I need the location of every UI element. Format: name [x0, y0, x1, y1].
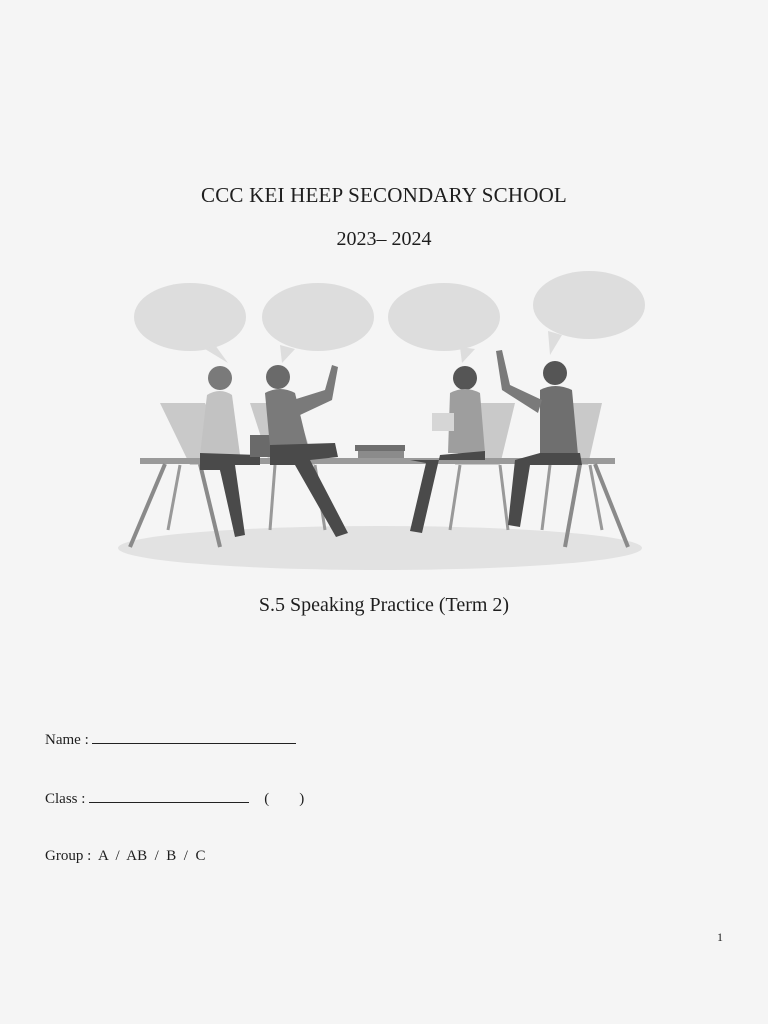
group-field[interactable]: [45, 848, 205, 865]
group-label: Group :: [45, 848, 92, 864]
class-blank-line[interactable]: [89, 790, 249, 803]
person-hand-raised-left: [265, 365, 348, 537]
academic-year: 2023– 2024: [336, 228, 432, 250]
worksheet-subtitle: S.5 Speaking Practice (Term 2): [258, 594, 510, 616]
class-field[interactable]: [45, 790, 304, 808]
group-discussion-illustration: [110, 265, 660, 575]
class-label: Class :: [45, 791, 86, 807]
floor-shadow: [118, 526, 642, 570]
group-options[interactable]: A / AB / B / C: [97, 848, 206, 864]
person-hand-raised-right: [496, 350, 582, 527]
class-number-close-bracket: ): [299, 791, 305, 807]
speech-bubble: [134, 283, 246, 351]
speech-bubbles: [134, 271, 645, 363]
speech-bubble: [262, 283, 374, 351]
page-number: 1: [717, 930, 723, 944]
class-number-open-bracket: (: [264, 791, 270, 807]
name-label: Name :: [45, 732, 89, 748]
books-stack: [355, 445, 405, 458]
person-reading: [410, 366, 485, 533]
name-blank-line[interactable]: [92, 731, 296, 744]
speech-bubble: [533, 271, 645, 339]
speech-bubble: [388, 283, 500, 351]
name-field[interactable]: [45, 731, 296, 749]
school-title: CCC KEI HEEP SECONDARY SCHOOL: [201, 183, 567, 207]
